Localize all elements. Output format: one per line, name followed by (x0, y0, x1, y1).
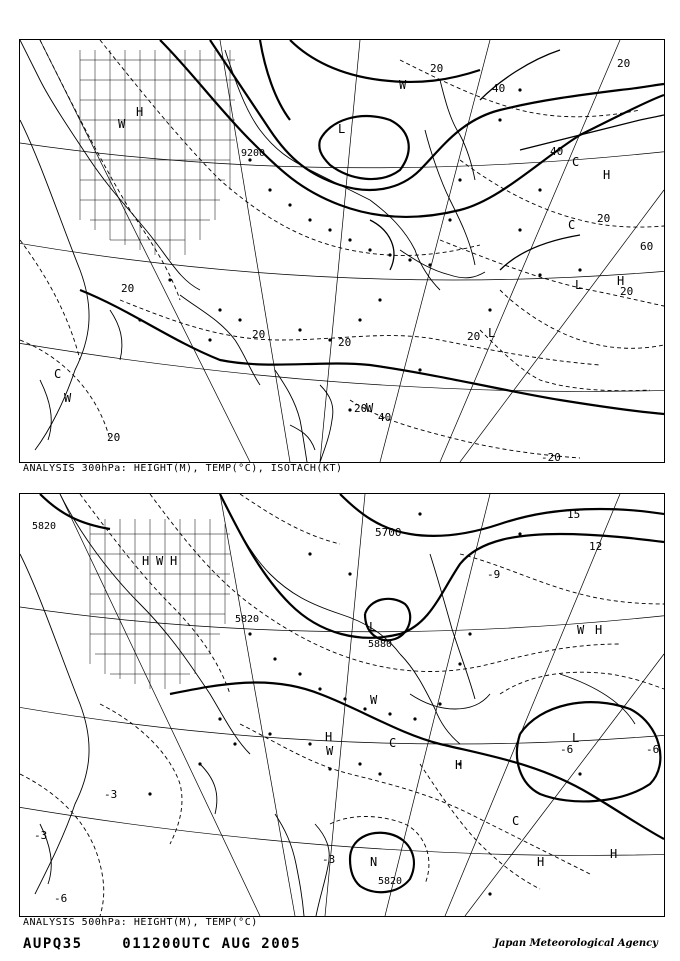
map-label: C (568, 218, 576, 232)
map-label: 20 (620, 285, 634, 298)
map-label: C (54, 367, 62, 381)
map-label: 20 (467, 330, 481, 343)
map-label: -3 (322, 853, 336, 866)
map-label: L (338, 122, 346, 136)
map-label: 20 (107, 431, 121, 444)
map-label: 5700 (375, 526, 402, 539)
map-label: 60 (640, 240, 654, 253)
height-contours (80, 40, 664, 414)
map-label: H (455, 758, 463, 772)
map-label: H (595, 623, 603, 637)
map-label: L (488, 326, 496, 340)
valid-time: 011200UTC AUG 2005 (122, 936, 302, 952)
map-label: 20 (354, 402, 368, 415)
map-label: W (577, 623, 585, 637)
map-label: L (572, 731, 580, 745)
map-label: -6 (54, 892, 68, 905)
map-label: -3 (34, 829, 48, 842)
map-label: H (603, 168, 611, 182)
map-labels (32, 508, 659, 905)
map-label: -3 (104, 788, 118, 801)
map-300hpa (20, 40, 664, 462)
map-label: W (156, 554, 164, 568)
terrain-hatch (90, 519, 230, 689)
map-label: 20 (121, 282, 135, 295)
map-label: -6 (560, 743, 574, 756)
map-label: -20 (541, 451, 561, 462)
panel-caption-500hpa: ANALYSIS 500hPa: HEIGHT(M), TEMP(°C) (23, 917, 258, 928)
map-label: W (64, 391, 72, 405)
map-label: H (170, 554, 178, 568)
height-contours (40, 494, 664, 892)
map-label: H (610, 847, 618, 861)
map-label: L (575, 278, 583, 292)
map-label: W (366, 401, 374, 415)
map-label: L (369, 620, 377, 634)
map-label: 5880 (368, 639, 393, 650)
chart-id: AUPQ35 (23, 936, 83, 952)
map-label: H (325, 730, 333, 744)
graticule (20, 40, 664, 462)
station-markers (138, 88, 581, 411)
map-label: N (370, 855, 378, 869)
map-label: 20 (597, 212, 611, 225)
map-panel-300hpa (19, 39, 665, 463)
map-label: 5820 (235, 614, 260, 625)
station-markers (148, 512, 581, 895)
map-label: 20 (617, 57, 631, 70)
map-label: H (537, 855, 545, 869)
map-label: W (326, 744, 334, 758)
map-label: 40 (492, 82, 506, 95)
map-panel-500hpa (19, 493, 665, 917)
map-label: 15 (567, 508, 581, 521)
map-label: 40 (550, 145, 564, 158)
map-label: C (389, 736, 397, 750)
map-label: H (142, 554, 150, 568)
map-label: W (399, 78, 407, 92)
map-label: -9 (487, 568, 501, 581)
map-label: W (370, 693, 378, 707)
map-label: 5820 (378, 876, 403, 887)
map-label: 12 (589, 540, 603, 553)
isotach-contours (20, 40, 664, 458)
map-label: 20 (430, 62, 444, 75)
map-label: -6 (646, 743, 660, 756)
map-500hpa (20, 494, 664, 916)
map-label: 9200 (241, 148, 266, 159)
chart-id-and-time (23, 936, 301, 952)
map-label: W (118, 117, 126, 131)
map-label: C (512, 814, 520, 828)
map-label: H (136, 105, 144, 119)
map-label: C (572, 155, 580, 169)
map-label: H (617, 274, 625, 288)
agency-name: Japan Meteorological Agency (494, 938, 658, 949)
map-label: 40 (378, 411, 392, 424)
panel-caption-300hpa: ANALYSIS 300hPa: HEIGHT(M), TEMP(°C), ISOTACH(KT) (23, 463, 343, 474)
terrain-hatch (80, 50, 235, 260)
map-label: 5820 (32, 521, 57, 532)
map-label: 20 (252, 328, 266, 341)
map-label: 20 (338, 336, 352, 349)
